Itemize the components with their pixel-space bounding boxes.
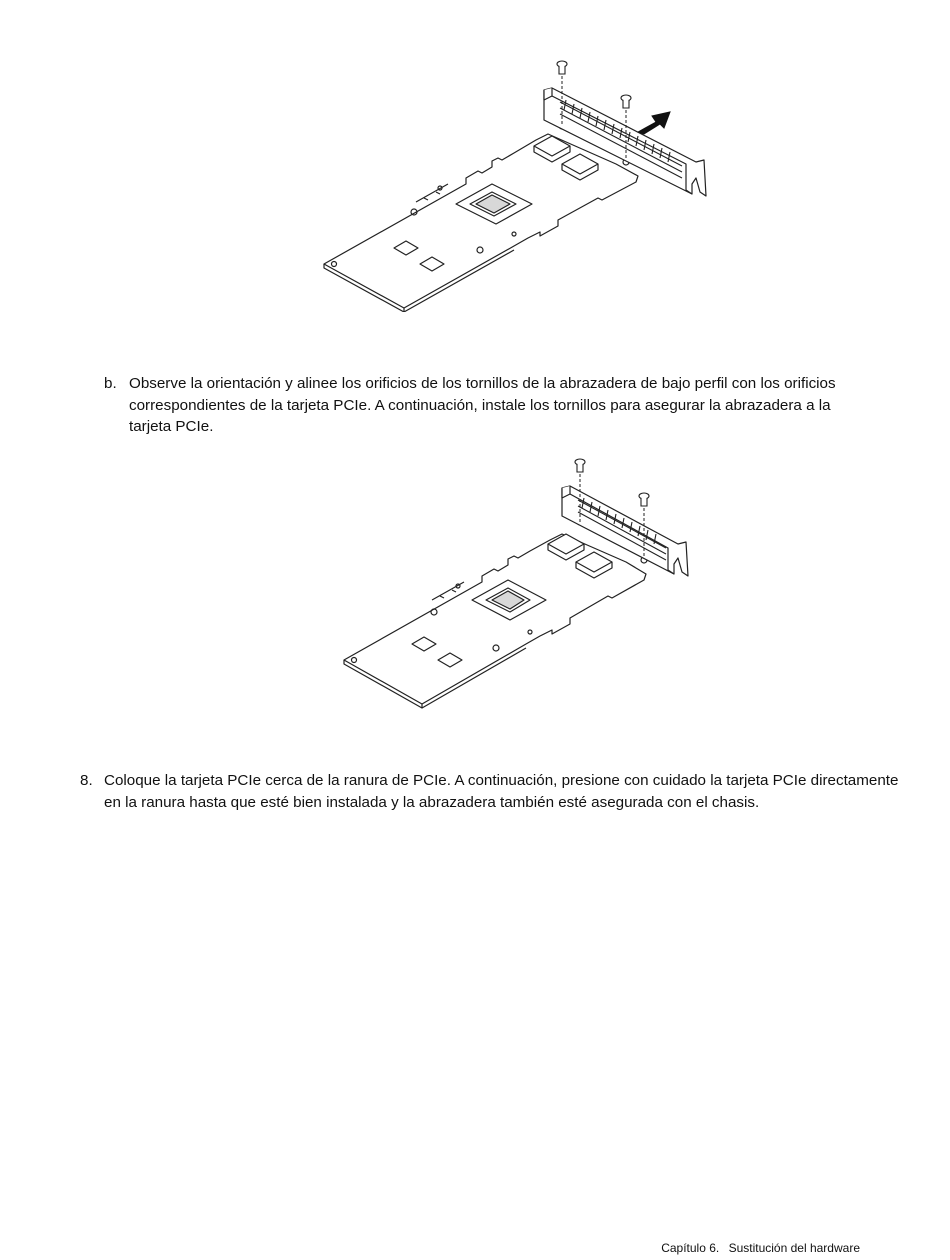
- step-b-text: Observe la orientación y alinee los orificios de los tornillos de la abrazadera de bajo perfil con los orificios correspondientes de la tarjeta PCIe. A continuación, instale los tornillos para asegurar la abrazadera a la tarjeta PCIe.: [129, 375, 836, 435]
- step-b-marker: b.: [104, 375, 117, 392]
- step-b-paragraph: [104, 373, 874, 438]
- direction-arrow-icon: [638, 112, 670, 134]
- footer-chapter: Capítulo 6.: [661, 1241, 720, 1255]
- pcie-card-bracket-installation-illustration: [336, 452, 696, 710]
- step-8-paragraph: [80, 770, 904, 813]
- pcie-card-bracket-removal-illustration: [316, 52, 716, 312]
- step-8-text: Coloque la tarjeta PCIe cerca de la ranura de PCIe. A continuación, presione con cuidado la tarjeta PCIe directamente en la ranura hasta que esté bien instalada y la abrazadera también esté asegurada con el chasis.: [104, 772, 899, 811]
- step-8-marker: 8.: [80, 772, 93, 789]
- footer-section: Sustitución del hardware: [728, 1241, 860, 1255]
- page-footer: [661, 1241, 860, 1255]
